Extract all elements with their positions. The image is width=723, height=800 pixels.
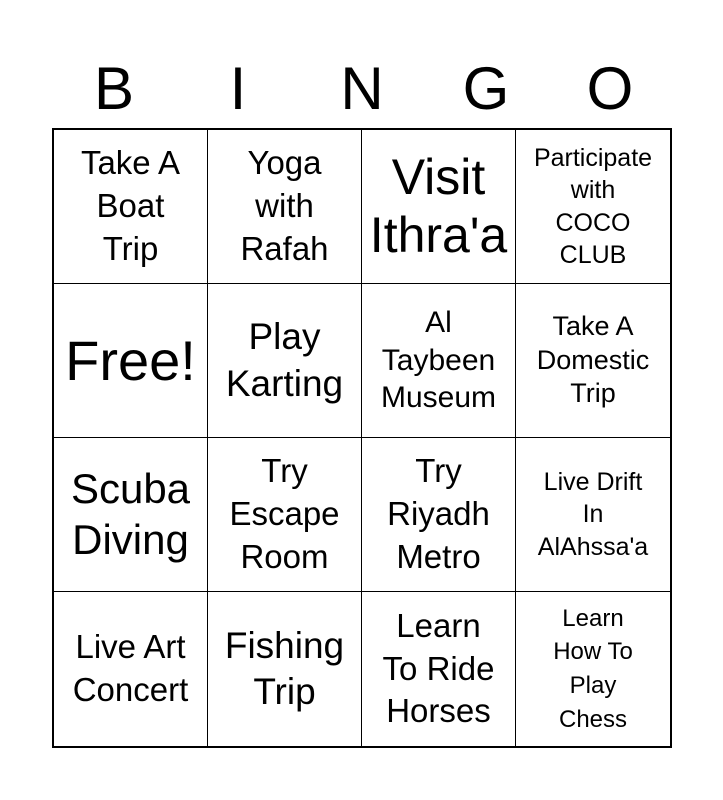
cell-label: Learn To Ride Horses [382, 606, 495, 730]
bingo-cell[interactable] [54, 130, 208, 284]
cell-label: Try Escape Room [229, 452, 340, 575]
bingo-cell[interactable] [362, 284, 516, 438]
header-letter-g: G [462, 55, 510, 122]
cell-label: Fishing Trip [224, 624, 345, 712]
bingo-cell[interactable] [208, 130, 362, 284]
header-letter-i: I [229, 55, 247, 122]
header-letter-b: B [93, 55, 135, 122]
cell-label: Learn How To Play Chess [553, 604, 633, 733]
bingo-cell[interactable] [208, 438, 362, 592]
bingo-cell[interactable] [54, 438, 208, 592]
bingo-cell[interactable] [516, 592, 670, 746]
free-space-cell[interactable] [54, 284, 208, 438]
bingo-header [52, 50, 672, 128]
cell-label: Scuba Diving [70, 465, 191, 563]
bingo-cell[interactable] [208, 592, 362, 746]
header-letter-o: O [586, 55, 634, 122]
cell-label: Al Taybeen Museum [380, 306, 497, 415]
cell-label: Play Karting [225, 316, 344, 404]
bingo-cell[interactable] [516, 130, 670, 284]
bingo-cell[interactable] [516, 284, 670, 438]
cell-label: Visit Ithra'a [369, 149, 508, 263]
bingo-cell[interactable] [516, 438, 670, 592]
bingo-cell[interactable] [208, 284, 362, 438]
cell-label: Try Riyadh Metro [387, 452, 490, 575]
cell-label: Yoga with Rafah [240, 144, 329, 267]
free-space-label: Free! [65, 328, 196, 392]
bingo-cell[interactable] [362, 130, 516, 284]
bingo-board [52, 128, 672, 748]
cell-label: Take A Domestic Trip [536, 310, 650, 409]
cell-label: Take A Boat Trip [80, 144, 181, 267]
bingo-cell[interactable] [362, 592, 516, 746]
cell-label: Participate with COCO CLUB [533, 143, 653, 269]
bingo-cell[interactable] [362, 438, 516, 592]
header-letter-n: N [340, 55, 384, 122]
bingo-cell[interactable] [54, 592, 208, 746]
cell-label: Live Drift In AlAhssa'a [537, 467, 649, 561]
cell-label: Live Art Concert [72, 628, 189, 708]
